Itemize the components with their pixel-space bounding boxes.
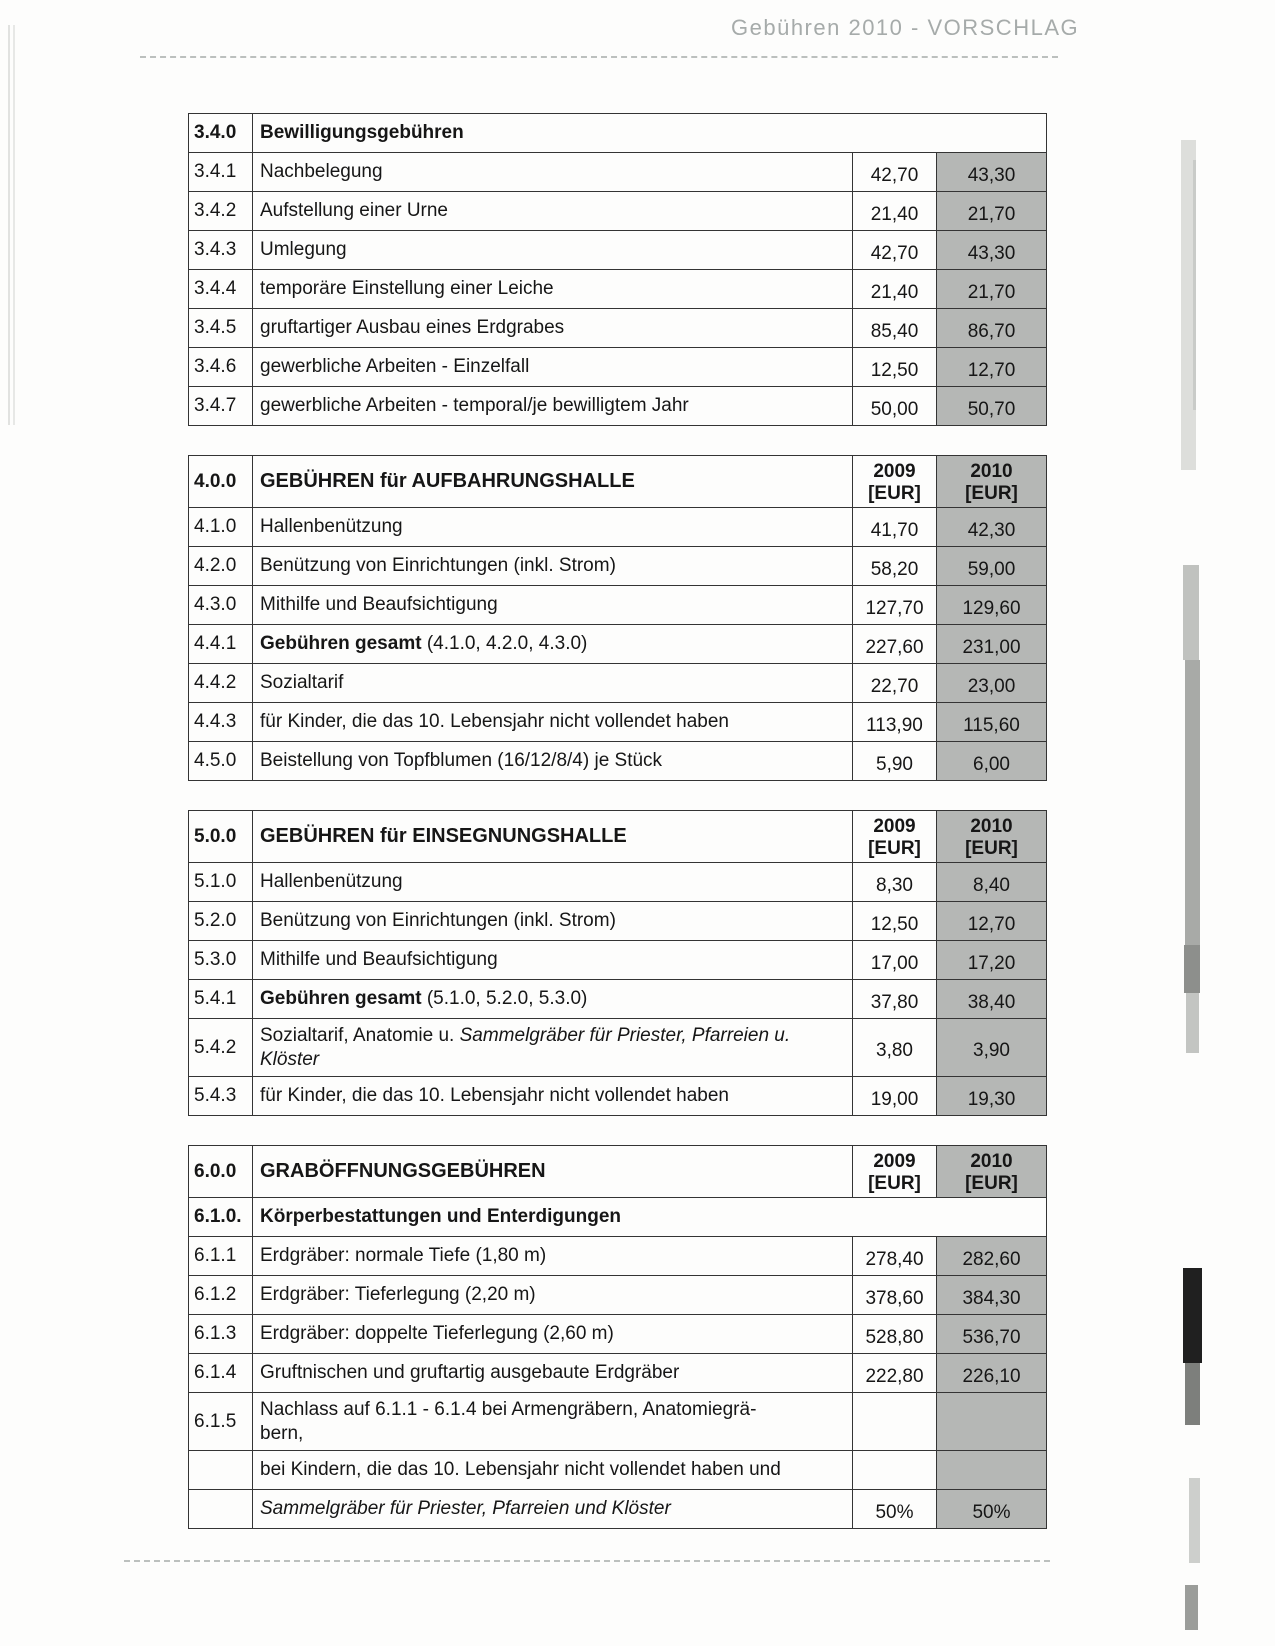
value-2010 [937, 1393, 1047, 1451]
scan-artifact [1184, 945, 1200, 993]
table-row [189, 1354, 1047, 1393]
value-2010: 536,70 [937, 1315, 1047, 1354]
row-code: 5.3.0 [189, 941, 253, 980]
scan-artifact [1185, 1363, 1200, 1425]
row-code: 5.4.2 [189, 1019, 253, 1077]
year-2010-header: 2010 [EUR] [937, 1146, 1047, 1198]
value-2009: 42,70 [853, 153, 937, 192]
table-row [189, 625, 1047, 664]
table-row [189, 547, 1047, 586]
table-row [189, 153, 1047, 192]
value-2010: 50% [937, 1490, 1047, 1529]
table-row [189, 1077, 1047, 1116]
row-code: 3.4.2 [189, 192, 253, 231]
scan-artifact [1186, 993, 1199, 1053]
row-desc: Körperbestattungen und Enterdigungen [253, 1198, 1047, 1237]
year-2009-header: 2009 [EUR] [853, 1146, 937, 1198]
header-code: 4.0.0 [189, 456, 253, 508]
table-row [189, 703, 1047, 742]
row-code: 6.1.0. [189, 1198, 253, 1237]
value-2010: 226,10 [937, 1354, 1047, 1393]
value-2009: 50,00 [853, 387, 937, 426]
row-code: 6.1.4 [189, 1354, 253, 1393]
table-row [189, 902, 1047, 941]
row-desc: Mithilfe und Beaufsichtigung [253, 941, 853, 980]
value-2009: 378,60 [853, 1276, 937, 1315]
row-desc: für Kinder, die das 10. Lebensjahr nicht vollendet haben [253, 1077, 853, 1116]
row-desc: temporäre Einstellung einer Leiche [253, 270, 853, 309]
table-row [189, 1393, 1047, 1451]
row-desc: Benützung von Einrichtungen (inkl. Strom) [253, 547, 853, 586]
row-desc: Sammelgräber für Priester, Pfarreien und Klöster [253, 1490, 853, 1529]
value-2009: 227,60 [853, 625, 937, 664]
scan-artifact [8, 25, 10, 425]
table-row [189, 1451, 1047, 1490]
table-row [189, 1276, 1047, 1315]
scan-artifact [1185, 660, 1200, 945]
value-2010: 43,30 [937, 231, 1047, 270]
value-2009: 5,90 [853, 742, 937, 781]
page-title: Gebühren 2010 - VORSCHLAG [731, 15, 1080, 40]
value-2010: 42,30 [937, 508, 1047, 547]
table-header-row [189, 1146, 1047, 1198]
table-row [189, 309, 1047, 348]
row-code: 4.1.0 [189, 508, 253, 547]
fee-table-aufbahrungshalle [188, 455, 1047, 781]
value-2010: 129,60 [937, 586, 1047, 625]
row-desc: Hallenbenützung [253, 863, 853, 902]
value-2009: 3,80 [853, 1019, 937, 1077]
fee-table-bewilligungsgebuehren [188, 113, 1047, 426]
row-desc: gewerbliche Arbeiten - temporal/je bewilligtem Jahr [253, 387, 853, 426]
footer-divider [124, 1560, 1050, 1562]
value-2010: 8,40 [937, 863, 1047, 902]
table-row [189, 1315, 1047, 1354]
value-2010: 12,70 [937, 902, 1047, 941]
table-row [189, 114, 1047, 153]
row-desc: Nachlass auf 6.1.1 - 6.1.4 bei Armengräbern, Anatomiegrä- bern, [253, 1393, 853, 1451]
value-2010: 23,00 [937, 664, 1047, 703]
value-2009: 41,70 [853, 508, 937, 547]
row-desc: Bewilligungsgebühren [253, 114, 1047, 153]
row-code: 5.4.1 [189, 980, 253, 1019]
row-code: 4.4.2 [189, 664, 253, 703]
row-desc: Benützung von Einrichtungen (inkl. Strom) [253, 902, 853, 941]
value-2010: 50,70 [937, 387, 1047, 426]
row-code: 3.4.1 [189, 153, 253, 192]
value-2009: 12,50 [853, 348, 937, 387]
value-2009: 58,20 [853, 547, 937, 586]
scan-artifact [1189, 1478, 1200, 1563]
tables-area [188, 113, 1050, 1558]
row-code: 5.4.3 [189, 1077, 253, 1116]
year-2010-header: 2010 [EUR] [937, 811, 1047, 863]
value-2009: 222,80 [853, 1354, 937, 1393]
table-row [189, 1198, 1047, 1237]
row-desc: Gebühren gesamt (4.1.0, 4.2.0, 4.3.0) [253, 625, 853, 664]
row-code: 3.4.3 [189, 231, 253, 270]
table-row [189, 348, 1047, 387]
value-2010 [937, 1451, 1047, 1490]
scan-artifact [13, 25, 15, 425]
row-desc: Nachbelegung [253, 153, 853, 192]
table-row [189, 508, 1047, 547]
value-2010: 21,70 [937, 270, 1047, 309]
row-code: 3.4.5 [189, 309, 253, 348]
value-2009: 278,40 [853, 1237, 937, 1276]
value-2010: 12,70 [937, 348, 1047, 387]
table-row [189, 231, 1047, 270]
row-code: 4.3.0 [189, 586, 253, 625]
table-row [189, 664, 1047, 703]
row-code: 6.1.5 [189, 1393, 253, 1451]
row-code: 6.1.2 [189, 1276, 253, 1315]
header-code: 6.0.0 [189, 1146, 253, 1198]
row-code: 3.4.0 [189, 114, 253, 153]
value-2009: 85,40 [853, 309, 937, 348]
header-code: 5.0.0 [189, 811, 253, 863]
year-2009-header: 2009 [EUR] [853, 456, 937, 508]
value-2009: 8,30 [853, 863, 937, 902]
row-desc: gruftartiger Ausbau eines Erdgrabes [253, 309, 853, 348]
table-title: GEBÜHREN für AUFBAHRUNGSHALLE [253, 456, 853, 508]
row-code: 4.2.0 [189, 547, 253, 586]
row-desc: Umlegung [253, 231, 853, 270]
row-desc: Hallenbenützung [253, 508, 853, 547]
table-row [189, 742, 1047, 781]
value-2009: 22,70 [853, 664, 937, 703]
value-2010: 59,00 [937, 547, 1047, 586]
row-desc: Gebühren gesamt (5.1.0, 5.2.0, 5.3.0) [253, 980, 853, 1019]
value-2010: 43,30 [937, 153, 1047, 192]
row-code: 3.4.7 [189, 387, 253, 426]
table-row [189, 387, 1047, 426]
scan-artifact [1183, 565, 1199, 660]
table-row [189, 863, 1047, 902]
value-2009: 127,70 [853, 586, 937, 625]
value-2009: 21,40 [853, 192, 937, 231]
row-desc: Beistellung von Topfblumen (16/12/8/4) je Stück [253, 742, 853, 781]
value-2009 [853, 1393, 937, 1451]
value-2010: 19,30 [937, 1077, 1047, 1116]
table-row [189, 980, 1047, 1019]
table-row [189, 586, 1047, 625]
value-2010: 282,60 [937, 1237, 1047, 1276]
fee-table-graboeffnungsgebuehren [188, 1145, 1047, 1529]
scan-artifact [1193, 160, 1196, 410]
table-row [189, 1490, 1047, 1529]
year-2009-header: 2009 [EUR] [853, 811, 937, 863]
row-code: 5.2.0 [189, 902, 253, 941]
table-header-row [189, 456, 1047, 508]
value-2009: 17,00 [853, 941, 937, 980]
value-2009 [853, 1451, 937, 1490]
value-2010: 86,70 [937, 309, 1047, 348]
value-2010: 6,00 [937, 742, 1047, 781]
row-code: 6.1.3 [189, 1315, 253, 1354]
year-2010-header: 2010 [EUR] [937, 456, 1047, 508]
value-2009: 12,50 [853, 902, 937, 941]
scan-artifact [1183, 1268, 1202, 1363]
fee-table-einsegnungshalle [188, 810, 1047, 1116]
row-desc: gewerbliche Arbeiten - Einzelfall [253, 348, 853, 387]
value-2010: 38,40 [937, 980, 1047, 1019]
header-divider [140, 56, 1058, 58]
table-row [189, 192, 1047, 231]
table-title: GEBÜHREN für EINSEGNUNGSHALLE [253, 811, 853, 863]
value-2009: 37,80 [853, 980, 937, 1019]
row-code [189, 1451, 253, 1490]
row-code: 3.4.4 [189, 270, 253, 309]
row-desc: bei Kindern, die das 10. Lebensjahr nicht vollendet haben und [253, 1451, 853, 1490]
value-2009: 21,40 [853, 270, 937, 309]
row-desc: Gruftnischen und gruftartig ausgebaute Erdgräber [253, 1354, 853, 1393]
row-desc: Sozialtarif [253, 664, 853, 703]
row-desc: Erdgräber: normale Tiefe (1,80 m) [253, 1237, 853, 1276]
value-2010: 384,30 [937, 1276, 1047, 1315]
table-title: GRABÖFFNUNGSGEBÜHREN [253, 1146, 853, 1198]
table-row [189, 1237, 1047, 1276]
table-header-row [189, 811, 1047, 863]
table-row [189, 270, 1047, 309]
row-code: 5.1.0 [189, 863, 253, 902]
value-2010: 17,20 [937, 941, 1047, 980]
row-desc: Aufstellung einer Urne [253, 192, 853, 231]
row-desc: für Kinder, die das 10. Lebensjahr nicht vollendet haben [253, 703, 853, 742]
value-2010: 231,00 [937, 625, 1047, 664]
value-2009: 19,00 [853, 1077, 937, 1116]
value-2009: 42,70 [853, 231, 937, 270]
table-row [189, 1019, 1047, 1077]
row-code: 4.4.3 [189, 703, 253, 742]
row-desc: Sozialtarif, Anatomie u. Sammelgräber für Priester, Pfarreien u. Klöster [253, 1019, 853, 1077]
value-2009: 50% [853, 1490, 937, 1529]
value-2009: 528,80 [853, 1315, 937, 1354]
row-code: 4.4.1 [189, 625, 253, 664]
value-2010: 21,70 [937, 192, 1047, 231]
row-desc: Erdgräber: Tieferlegung (2,20 m) [253, 1276, 853, 1315]
row-desc: Erdgräber: doppelte Tieferlegung (2,60 m) [253, 1315, 853, 1354]
row-desc: Mithilfe und Beaufsichtigung [253, 586, 853, 625]
row-code: 4.5.0 [189, 742, 253, 781]
row-code: 3.4.6 [189, 348, 253, 387]
table-row [189, 941, 1047, 980]
value-2010: 3,90 [937, 1019, 1047, 1077]
value-2009: 113,90 [853, 703, 937, 742]
value-2010: 115,60 [937, 703, 1047, 742]
scan-artifact [1185, 1585, 1198, 1630]
row-code: 6.1.1 [189, 1237, 253, 1276]
row-code [189, 1490, 253, 1529]
